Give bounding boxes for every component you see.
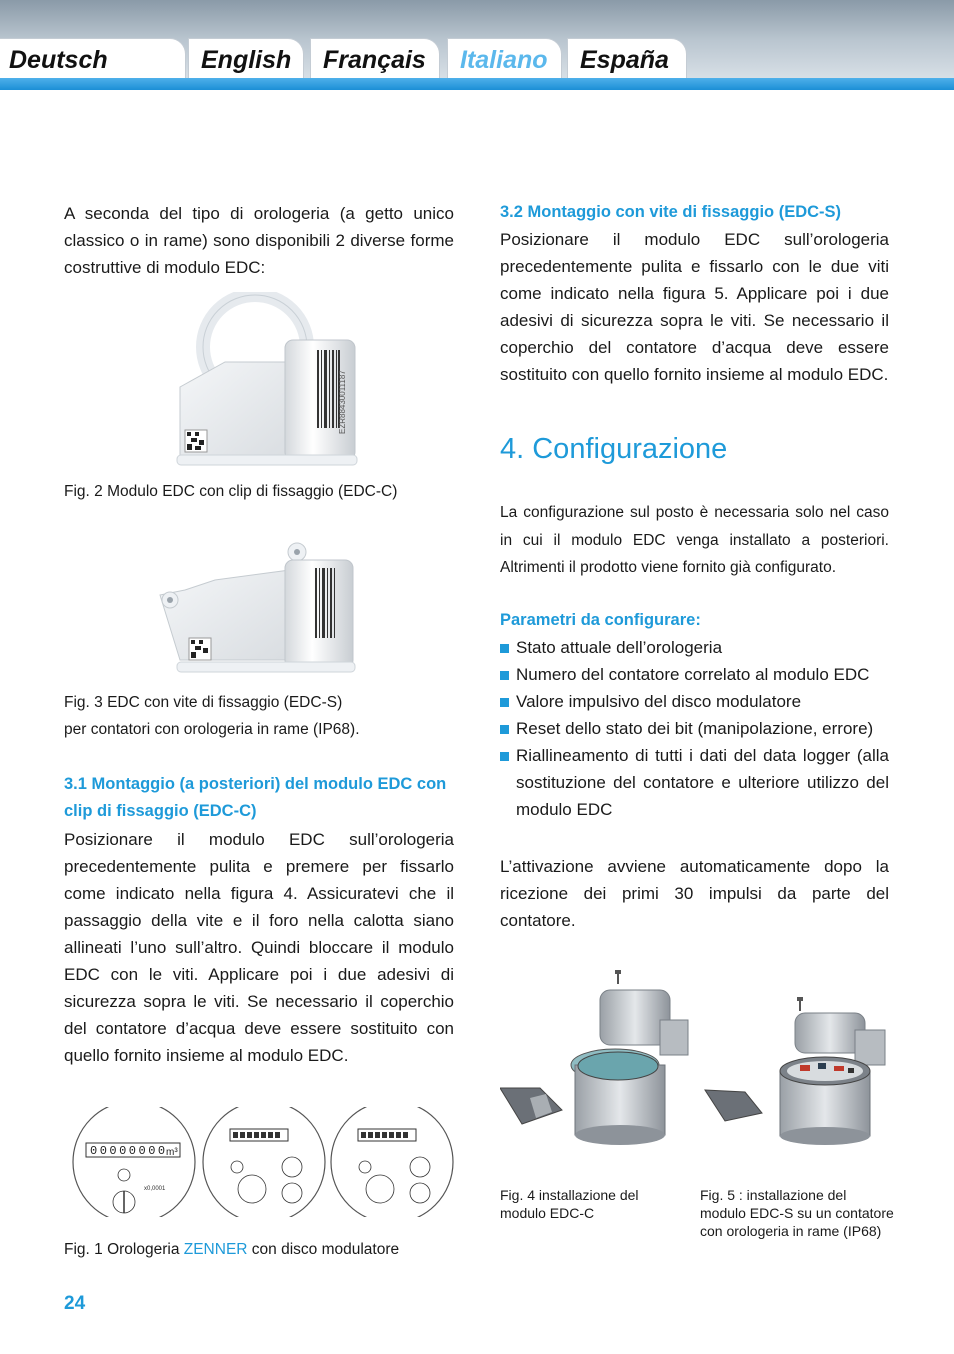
barcode-label: EZR88430011187 bbox=[338, 370, 347, 434]
fig1-caption bbox=[64, 1236, 399, 1263]
fig4-caption: Fig. 4 installazione del modulo EDC-C bbox=[500, 1187, 639, 1221]
dial-digits: 00000000 bbox=[90, 1144, 168, 1158]
bullet-square-icon bbox=[500, 752, 509, 761]
config-note: La configurazione sul posto è necessaria solo nel caso in cui il modulo EDC venga installato a posteriori. Altrimenti il prodotto viene fornito già configurato. bbox=[500, 504, 889, 576]
fig3-caption-line2: per contatori con orologeria in rame (IP68). bbox=[64, 721, 360, 738]
tab-espana[interactable]: España bbox=[567, 38, 687, 78]
tab-english[interactable]: English bbox=[188, 38, 304, 78]
section-3-2-title: 3.2 Montaggio con vite di fissaggio (EDC-S) bbox=[500, 203, 842, 221]
list-item: Stato attuale dell’orologeria bbox=[500, 634, 889, 661]
edc-c-module-image bbox=[165, 292, 365, 472]
fig2-caption: Fig. 2 Modulo EDC con clip di fissaggio (EDC-C) bbox=[64, 483, 398, 500]
bullet-square-icon bbox=[500, 698, 509, 707]
section-3-2-body: Posizionare il modulo EDC sull’orologeria precedentemente pulita e fissarlo con le due viti come indicato nella figura 5. Applicare poi i due adesivi di sicurezza sopra le viti. Se necessario il coperchio del contatore d’acqua deve essere sostituito con quello fornito insieme al modulo EDC. bbox=[500, 230, 889, 384]
fig4-installation-image bbox=[500, 970, 692, 1150]
dial-factor: x0,0001 bbox=[144, 1186, 166, 1192]
fig1-caption-post: con disco modulatore bbox=[247, 1241, 400, 1258]
section-3-1-body: Posizionare il modulo EDC sull’orologeria precedentemente pulita e premere per fissarlo come indicato nella figura 4. Assicuratevi che il passaggio della vite e il foro nella calotta siano allineati l’uno sull’altro. Quindi bloccare il modulo EDC con le viti. Applicare poi i due adesivi di sicurezza sopra le viti. Se necessario il coperchio del contatore d’acqua deve essere sostituito con quello fornito insieme al modulo EDC. bbox=[64, 830, 454, 1065]
list-item: Riallineamento di tutti i dati del data logger (alla sostituzione del contatore e ulteriore utilizzo del modulo EDC bbox=[500, 742, 889, 823]
activation-paragraph: L’attivazione avviene automaticamente dopo la ricezione dei primi 30 impulsi da parte del contatore. bbox=[500, 857, 889, 930]
intro-paragraph: A seconda del tipo di orologeria (a getto unico classico o in rame) sono disponibili 2 diverse forme costruttive di modulo EDC: bbox=[64, 204, 454, 277]
edc-s-module-image bbox=[155, 540, 360, 675]
params-title: Parametri da configurare: bbox=[500, 611, 701, 629]
bullet-square-icon bbox=[500, 671, 509, 680]
bullet-square-icon bbox=[500, 725, 509, 734]
fig5-caption: Fig. 5 : installazione del modulo EDC-S su un contatore con orologeria in rame (IP68) bbox=[700, 1187, 894, 1239]
list-item: Reset dello stato dei bit (manipolazione, errore) bbox=[500, 715, 889, 742]
fig3-caption-line1: Fig. 3 EDC con vite di fissaggio (EDC-S) bbox=[64, 694, 343, 711]
params-list bbox=[500, 634, 889, 823]
section-4-title: 4. Configurazione bbox=[500, 433, 728, 465]
list-item: Numero del contatore correlato al modulo EDC bbox=[500, 661, 889, 688]
bullet-square-icon bbox=[500, 644, 509, 653]
section-3-1-title: 3.1 Montaggio (a posteriori) del modulo EDC con clip di fissaggio (EDC-C) bbox=[64, 775, 447, 820]
tab-italiano[interactable]: Italiano bbox=[447, 38, 562, 78]
fig1-caption-pre: Fig. 1 Orologeria bbox=[64, 1241, 184, 1258]
dial-unit: m³ bbox=[166, 1147, 178, 1158]
meter-dials-image bbox=[72, 1107, 462, 1217]
tab-francais[interactable]: Français bbox=[310, 38, 440, 78]
fig5-installation-image bbox=[700, 995, 890, 1150]
page-number: 24 bbox=[64, 1293, 86, 1314]
tab-deutsch[interactable]: Deutsch bbox=[0, 38, 186, 78]
list-item: Valore impulsivo del disco modulatore bbox=[500, 688, 889, 715]
zenner-brand-link[interactable]: ZENNER bbox=[183, 1241, 248, 1258]
fig3-caption bbox=[64, 689, 360, 743]
header-blue-stripe bbox=[0, 78, 954, 90]
